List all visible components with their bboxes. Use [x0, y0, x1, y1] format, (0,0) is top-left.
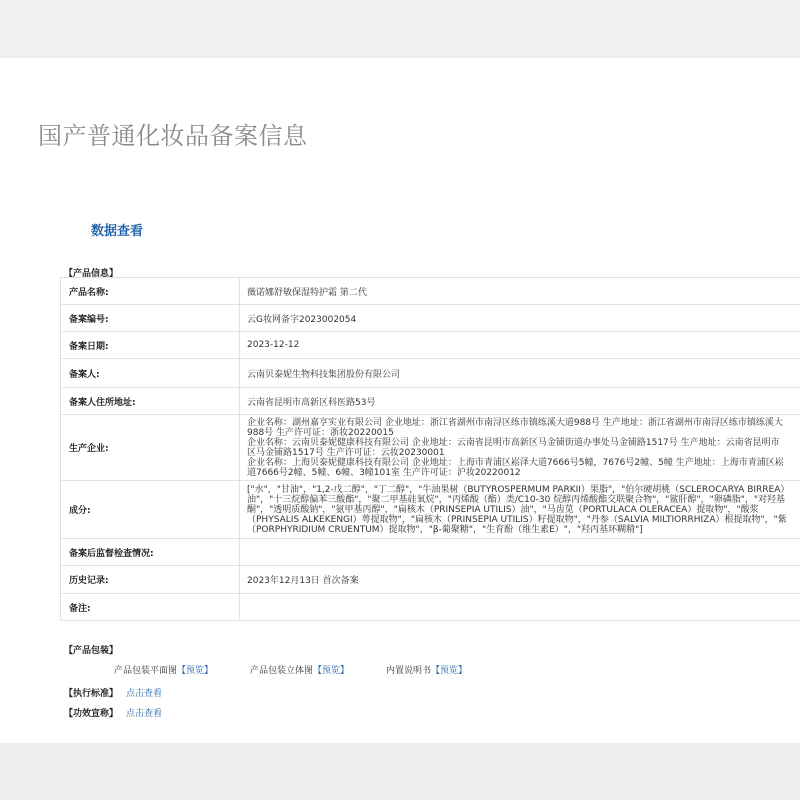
table-row: [61, 481, 800, 539]
row-label: 备案人:: [61, 359, 240, 388]
table-row: [61, 539, 800, 566]
preview-link[interactable]: 【预览】: [177, 666, 214, 676]
record-no-value: 云G妆网备字2023002054: [240, 305, 800, 332]
manufacturer-line: 企业名称：上海贝泰妮健康科技有限公司 企业地址：上海市青浦区崧泽大道7666号5幢，7676号2幢、5幢 生产地址：上海市青浦区崧: [247, 457, 784, 468]
ingredients-value: [240, 481, 800, 539]
packaging-item: [386, 663, 467, 676]
row-label: 备注:: [61, 594, 240, 621]
ingredients-line: （PORPHYRIDIUM CRUENTUM）提取物"，"β-葡聚糖"，"生育酚（维生素E）"，"羟丙基环糊精"]: [247, 524, 643, 535]
manufacturer-value: [240, 415, 800, 481]
packaging-item: [250, 663, 349, 676]
registrant-value: 云南贝泰妮生物科技集团股份有限公司: [240, 359, 800, 388]
row-label: 成分:: [61, 481, 240, 539]
section-label-packaging: 【产品包装】: [64, 646, 119, 656]
content-area: [0, 58, 800, 743]
remarks-value: [240, 594, 800, 621]
product-info-table: [60, 277, 800, 621]
manufacturer-line: 企业名称：云南贝泰妮健康科技有限公司 企业地址：云南省昆明市高新区马金铺街道办事处马金铺路1517号 生产地址：云南省昆明市: [247, 437, 780, 448]
row-label: 产品名称:: [61, 278, 240, 305]
table-row: [61, 566, 800, 594]
bottom-bar: [0, 743, 800, 800]
record-date-value: 2023-12-12: [240, 332, 800, 359]
table-row: [61, 594, 800, 621]
packaging-item-label: 产品包装立体图: [250, 666, 314, 676]
efficacy-label: 【功效宣称】: [64, 709, 119, 719]
table-row: [61, 305, 800, 332]
ingredients-line: （PHYSALIS ALKEKENGI）萼提取物"，"扁核木（PRINSEPIA UTILIS）籽提取物"，"丹参（SALVIA MILTIORRHIZA）根提取物"，"紫: [247, 514, 787, 525]
tab-data-view[interactable]: 数据查看: [91, 224, 144, 239]
row-label: 备案编号:: [61, 305, 240, 332]
packaging-item-label: 内置说明书: [386, 666, 432, 676]
efficacy-row: [64, 706, 162, 719]
top-bar: [0, 0, 800, 58]
ingredients-line: 酮"，"透明质酸钠"，"氨甲基丙醇"，"扁核木（PRINSEPIA UTILIS）油"，"马齿苋（PORTULACA OLERACEA）提取物"，"酸浆: [247, 504, 759, 515]
table-row: [61, 415, 800, 481]
table-row: [61, 278, 800, 305]
manufacturer-line: 企业名称：湖州嘉亨实业有限公司 企业地址：浙江省湖州市南浔区练市镇练溪大道988号 生产地址：浙江省湖州市南浔区练市镇练溪大: [247, 417, 783, 428]
history-value: 2023年12月13日 首次备案: [240, 566, 800, 594]
supervision-value: [240, 539, 800, 566]
standard-row: [64, 686, 162, 699]
ingredients-line: 油"，"十三烷醇偏苯三酸酯"，"聚二甲基硅氧烷"，"丙烯酸（酯）类/C10-30 烷醇丙烯酸酯交联聚合物"，"鲨肝醇"，"卵磷脂"，"对羟基: [247, 494, 786, 505]
product-name-value: 薇诺娜舒敏保湿特护霜 第二代: [240, 278, 800, 305]
efficacy-view-link[interactable]: 点击查看: [126, 709, 163, 719]
row-label: 备案后监督检查情况:: [61, 539, 240, 566]
standard-label: 【执行标准】: [64, 689, 119, 699]
page-title: 国产普通化妆品备案信息: [38, 122, 308, 150]
section-label-product-info: 【产品信息】: [64, 269, 119, 279]
preview-link[interactable]: 【预览】: [431, 666, 468, 676]
ingredients-line: ["水"，"甘油"，"1,2-戊二醇"，"丁二醇"，"牛油果树（BUTYROSPERMUM PARKII）果脂"，"伯尔硬胡桃（SCLEROCARYA BIRREA）: [247, 484, 790, 495]
packaging-item-label: 产品包装平面图: [114, 666, 178, 676]
table-row: [61, 332, 800, 359]
preview-link[interactable]: 【预览】: [313, 666, 350, 676]
row-label: 备案人住所地址:: [61, 388, 240, 415]
packaging-item: [114, 663, 213, 676]
row-label: 历史记录:: [61, 566, 240, 594]
manufacturer-line: 道7666号2幢、5幢、6幢、3幢101室 生产许可证：沪妆20220012: [247, 467, 521, 478]
row-label: 备案日期:: [61, 332, 240, 359]
row-label: 生产企业:: [61, 415, 240, 481]
standard-view-link[interactable]: 点击查看: [126, 689, 163, 699]
manufacturer-line: 988号 生产许可证：浙妆20220015: [247, 427, 394, 438]
table-row: [61, 359, 800, 388]
registrant-address-value: 云南省昆明市高新区科医路53号: [240, 388, 800, 415]
manufacturer-line: 区马金铺路1517号 生产许可证：云妆20230001: [247, 447, 445, 458]
table-row: [61, 388, 800, 415]
